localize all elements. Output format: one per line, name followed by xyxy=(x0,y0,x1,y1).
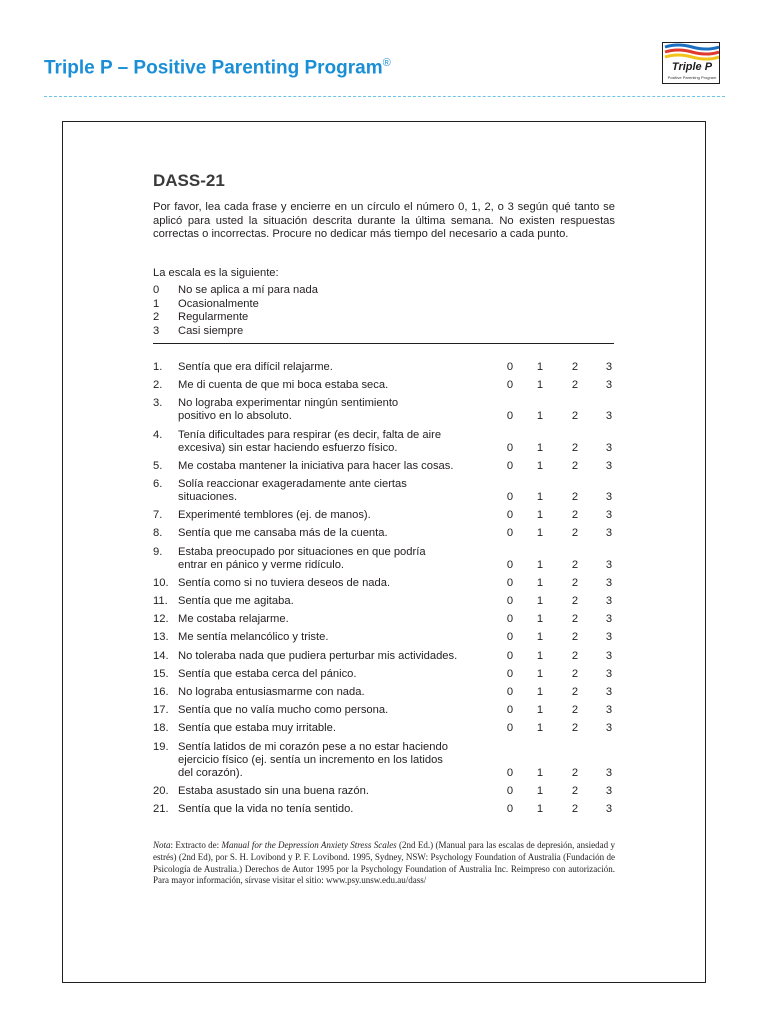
item-text-line: Me costaba mantener la iniciativa para hacer las cosas. xyxy=(178,459,454,472)
response-option-3[interactable]: 3 xyxy=(605,631,613,644)
document-title: DASS-21 xyxy=(153,171,225,190)
response-option-0[interactable]: 0 xyxy=(506,410,514,423)
response-option-0[interactable]: 0 xyxy=(506,379,514,392)
items-divider xyxy=(153,343,614,344)
response-option-1[interactable]: 1 xyxy=(536,649,544,662)
item-text xyxy=(178,631,498,644)
response-option-1[interactable]: 1 xyxy=(536,686,544,698)
item-text-line: Sentía que me agitaba. xyxy=(178,595,294,607)
logo-waves-icon xyxy=(663,43,720,63)
item-row xyxy=(153,361,623,374)
item-text xyxy=(178,460,498,473)
item-number: 21. xyxy=(153,803,169,815)
item-number: 13. xyxy=(153,631,169,644)
note-lead: : Extracto de: xyxy=(170,840,222,850)
item-row xyxy=(153,429,623,455)
response-option-2[interactable]: 2 xyxy=(571,631,579,644)
item-text xyxy=(178,741,498,780)
note-rest: (2nd Ed.) (Manual para las escalas de depresión, ansiedad y estrés) (2nd Ed), por S. H. Lovibond y P. F. Lovibond. 1995, Sydney, NSW: Psychology Foundation of Australia (Fundación de Psicología de Australia.) Derechos de Autor 1995 por la Psychology Foundation of Australia Inc. Reimpreso con autorización. Para mayor información, sírvase visitar el sitio: www.psy.unsw.edu.au/dass/ xyxy=(153,840,615,886)
scale-row xyxy=(153,284,318,298)
item-text xyxy=(178,668,498,681)
item-row xyxy=(153,803,623,816)
response-option-0[interactable]: 0 xyxy=(506,441,514,454)
response-option-2[interactable]: 2 xyxy=(571,459,579,472)
response-option-3[interactable]: 3 xyxy=(605,576,613,589)
response-option-1[interactable]: 1 xyxy=(536,595,544,607)
response-option-0[interactable]: 0 xyxy=(506,527,514,540)
response-option-3[interactable]: 3 xyxy=(605,459,613,472)
item-number: 5. xyxy=(153,459,163,472)
triple-p-logo xyxy=(662,42,720,84)
item-text-line: ejercicio físico (ej. sentía un incremento en los latidos xyxy=(178,753,443,766)
response-option-1[interactable]: 1 xyxy=(536,613,544,626)
response-option-0[interactable]: 0 xyxy=(506,722,514,735)
response-option-0[interactable]: 0 xyxy=(506,704,514,717)
response-option-1[interactable]: 1 xyxy=(536,410,544,423)
response-option-1[interactable]: 1 xyxy=(536,803,544,815)
scale-label: Casi siempre xyxy=(178,324,244,337)
note-manual-title: Manual for the Depression Anxiety Stress Scales xyxy=(221,840,397,850)
item-text xyxy=(178,379,498,392)
item-row xyxy=(153,379,623,392)
header-divider xyxy=(44,96,725,97)
response-option-1[interactable]: 1 xyxy=(536,361,544,373)
item-text-line: Sentía que estaba muy irritable. xyxy=(178,722,336,735)
registered-mark: ® xyxy=(382,57,391,69)
item-text-line: Me costaba relajarme. xyxy=(178,613,289,626)
response-option-1[interactable]: 1 xyxy=(536,631,544,644)
item-number: 11. xyxy=(153,595,168,607)
response-option-2[interactable]: 2 xyxy=(571,766,579,779)
item-number: 19. xyxy=(153,740,169,753)
response-option-2[interactable]: 2 xyxy=(571,441,579,454)
item-text xyxy=(178,478,498,504)
item-row xyxy=(153,478,623,504)
item-row xyxy=(153,722,623,735)
scale-value: 1 xyxy=(153,297,160,310)
scale-label: No se aplica a mí para nada xyxy=(178,284,318,296)
item-row xyxy=(153,595,623,608)
scale-row xyxy=(153,325,318,339)
response-option-1[interactable]: 1 xyxy=(536,722,544,735)
item-text-line: Me di cuenta de que mi boca estaba seca. xyxy=(178,379,389,392)
response-option-3[interactable]: 3 xyxy=(605,509,613,522)
item-row xyxy=(153,686,623,699)
item-number: 16. xyxy=(153,686,169,698)
item-text xyxy=(178,397,498,423)
scale-value: 0 xyxy=(153,284,160,296)
note-label: Nota xyxy=(153,840,171,850)
item-row xyxy=(153,704,623,717)
item-text xyxy=(178,595,498,608)
item-text-line: Experimenté temblores (ej. de manos). xyxy=(178,509,371,522)
response-option-3[interactable]: 3 xyxy=(605,803,613,815)
item-text xyxy=(178,361,498,374)
response-option-1[interactable]: 1 xyxy=(536,704,544,717)
item-row xyxy=(153,650,623,663)
item-text xyxy=(178,650,498,663)
item-number: 2. xyxy=(153,379,163,392)
item-number: 7. xyxy=(153,509,163,522)
source-note xyxy=(153,840,615,887)
item-number: 4. xyxy=(153,428,163,441)
response-option-3[interactable]: 3 xyxy=(605,766,613,779)
response-option-0[interactable]: 0 xyxy=(506,686,514,698)
item-row xyxy=(153,397,623,423)
item-text-line: No lograba entusiasmarme con nada. xyxy=(178,686,365,698)
item-number: 14. xyxy=(153,649,169,662)
response-option-3[interactable]: 3 xyxy=(605,558,613,571)
item-text-line: situaciones. xyxy=(178,491,238,503)
response-option-3[interactable]: 3 xyxy=(605,649,613,662)
item-row xyxy=(153,613,623,626)
item-number: 12. xyxy=(153,613,169,626)
response-option-2[interactable]: 2 xyxy=(571,558,579,571)
response-option-3[interactable]: 3 xyxy=(605,361,613,373)
response-option-2[interactable]: 2 xyxy=(571,613,579,626)
scale-label: Regularmente xyxy=(178,311,249,323)
item-text xyxy=(178,509,498,522)
item-text-line: Estaba asustado sin una buena razón. xyxy=(178,784,369,797)
item-row xyxy=(153,668,623,681)
scale-value: 3 xyxy=(153,324,160,337)
item-row xyxy=(153,741,623,780)
page-header-title xyxy=(44,57,391,79)
item-text xyxy=(178,546,498,572)
item-row xyxy=(153,546,623,572)
scale-intro: La escala es la siguiente: xyxy=(153,267,279,279)
item-text-line: Sentía que la vida no tenía sentido. xyxy=(178,803,354,815)
response-option-3[interactable]: 3 xyxy=(605,722,613,735)
item-number: 3. xyxy=(153,397,163,410)
item-text-line: Estaba preocupado por situaciones en que podría xyxy=(178,545,426,558)
item-text-line: No lograba experimentar ningún sentimiento xyxy=(178,397,399,410)
item-row xyxy=(153,527,623,540)
scale-list xyxy=(153,284,318,338)
item-text-line: entrar en pánico y verme ridículo. xyxy=(178,558,345,571)
response-option-3[interactable]: 3 xyxy=(605,686,613,698)
item-text xyxy=(178,577,498,590)
item-text xyxy=(178,803,498,816)
response-option-0[interactable]: 0 xyxy=(506,766,514,779)
scale-label: Ocasionalmente xyxy=(178,297,259,310)
item-number: 10. xyxy=(153,576,169,589)
item-number: 1. xyxy=(153,361,163,373)
item-row xyxy=(153,631,623,644)
response-option-1[interactable]: 1 xyxy=(536,509,544,522)
item-text-line: Tenía dificultades para respirar (es decir, falta de aire xyxy=(178,428,442,441)
item-number: 9. xyxy=(153,545,163,558)
response-option-2[interactable]: 2 xyxy=(571,722,579,735)
item-number: 17. xyxy=(153,704,169,717)
response-option-2[interactable]: 2 xyxy=(571,410,579,423)
response-option-3[interactable]: 3 xyxy=(605,667,613,680)
response-option-0[interactable]: 0 xyxy=(506,509,514,522)
response-option-3[interactable]: 3 xyxy=(605,784,613,797)
header-title-text: Triple P – Positive Parenting Program xyxy=(44,57,383,79)
response-option-1[interactable]: 1 xyxy=(536,379,544,392)
response-option-0[interactable]: 0 xyxy=(506,361,514,373)
response-option-1[interactable]: 1 xyxy=(536,784,544,797)
item-text xyxy=(178,527,498,540)
item-text-line: Me sentía melancólico y triste. xyxy=(178,631,329,644)
response-option-2[interactable]: 2 xyxy=(571,649,579,662)
item-number: 8. xyxy=(153,527,163,540)
item-text xyxy=(178,613,498,626)
response-option-2[interactable]: 2 xyxy=(571,576,579,589)
item-number: 18. xyxy=(153,722,169,735)
response-option-1[interactable]: 1 xyxy=(536,576,544,589)
response-option-2[interactable]: 2 xyxy=(571,491,579,503)
item-row xyxy=(153,785,623,798)
response-option-2[interactable]: 2 xyxy=(571,803,579,815)
response-option-3[interactable]: 3 xyxy=(605,613,613,626)
response-option-0[interactable]: 0 xyxy=(506,595,514,607)
response-option-0[interactable]: 0 xyxy=(506,667,514,680)
item-text xyxy=(178,429,498,455)
logo-subtext: Positive Parenting Program xyxy=(667,75,717,80)
response-option-0[interactable]: 0 xyxy=(506,631,514,644)
response-option-2[interactable]: 2 xyxy=(571,527,579,540)
item-text xyxy=(178,704,498,717)
item-text-line: Sentía que me cansaba más de la cuenta. xyxy=(178,527,388,540)
response-option-0[interactable]: 0 xyxy=(506,459,514,472)
item-number: 15. xyxy=(153,667,169,680)
response-option-2[interactable]: 2 xyxy=(571,667,579,680)
response-option-0[interactable]: 0 xyxy=(506,558,514,571)
item-text-line: Sentía que era difícil relajarme. xyxy=(178,361,333,373)
response-option-0[interactable]: 0 xyxy=(506,649,514,662)
item-text-line: Sentía que no valía mucho como persona. xyxy=(178,704,389,717)
response-option-1[interactable]: 1 xyxy=(536,667,544,680)
response-option-3[interactable]: 3 xyxy=(605,441,613,454)
response-option-3[interactable]: 3 xyxy=(605,595,613,607)
item-number: 6. xyxy=(153,478,163,490)
response-option-0[interactable]: 0 xyxy=(506,803,514,815)
item-text-line: Sentía latidos de mi corazón pese a no estar haciendo xyxy=(178,740,448,753)
response-option-2[interactable]: 2 xyxy=(571,509,579,522)
response-option-0[interactable]: 0 xyxy=(506,784,514,797)
response-option-0[interactable]: 0 xyxy=(506,576,514,589)
item-row xyxy=(153,577,623,590)
response-option-2[interactable]: 2 xyxy=(571,704,579,717)
item-text-line: Solía reaccionar exageradamente ante ciertas xyxy=(178,478,407,490)
item-text xyxy=(178,722,498,735)
logo-text: Triple P xyxy=(671,61,713,73)
item-number: 20. xyxy=(153,784,169,797)
item-text xyxy=(178,785,498,798)
scale-row xyxy=(153,298,318,312)
instructions-paragraph: Por favor, lea cada frase y encierre en un círculo el número 0, 1, 2, o 3 según qué tanto se aplicó para usted la situación descrita durante la última semana. No existen respuestas correctas o incorrectas. Procure no dedicar más tiempo del necesario a cada punto. xyxy=(153,201,615,241)
response-option-3[interactable]: 3 xyxy=(605,491,613,503)
item-row xyxy=(153,460,623,473)
response-option-1[interactable]: 1 xyxy=(536,441,544,454)
item-text-line: del corazón). xyxy=(178,766,243,779)
response-option-2[interactable]: 2 xyxy=(571,784,579,797)
response-option-0[interactable]: 0 xyxy=(506,613,514,626)
item-text xyxy=(178,686,498,699)
item-text-line: Sentía que estaba cerca del pánico. xyxy=(178,667,357,680)
response-option-3[interactable]: 3 xyxy=(605,379,613,392)
response-option-2[interactable]: 2 xyxy=(571,379,579,392)
scale-row xyxy=(153,311,318,325)
item-text-line: Sentía como si no tuviera deseos de nada. xyxy=(178,576,391,589)
response-option-1[interactable]: 1 xyxy=(536,491,544,503)
response-option-3[interactable]: 3 xyxy=(605,527,613,540)
response-option-1[interactable]: 1 xyxy=(536,766,544,779)
response-option-2[interactable]: 2 xyxy=(571,595,579,607)
response-option-3[interactable]: 3 xyxy=(605,410,613,423)
item-text-line: No toleraba nada que pudiera perturbar mis actividades. xyxy=(178,649,458,662)
response-option-1[interactable]: 1 xyxy=(536,459,544,472)
item-text-line: positivo en lo absoluto. xyxy=(178,410,292,423)
scale-value: 2 xyxy=(153,311,160,323)
response-option-2[interactable]: 2 xyxy=(571,361,579,373)
response-option-1[interactable]: 1 xyxy=(536,558,544,571)
response-option-2[interactable]: 2 xyxy=(571,686,579,698)
item-row xyxy=(153,509,623,522)
response-option-3[interactable]: 3 xyxy=(605,704,613,717)
response-option-0[interactable]: 0 xyxy=(506,491,514,503)
item-text-line: excesiva) sin estar haciendo esfuerzo físico. xyxy=(178,441,398,454)
response-option-1[interactable]: 1 xyxy=(536,527,544,540)
